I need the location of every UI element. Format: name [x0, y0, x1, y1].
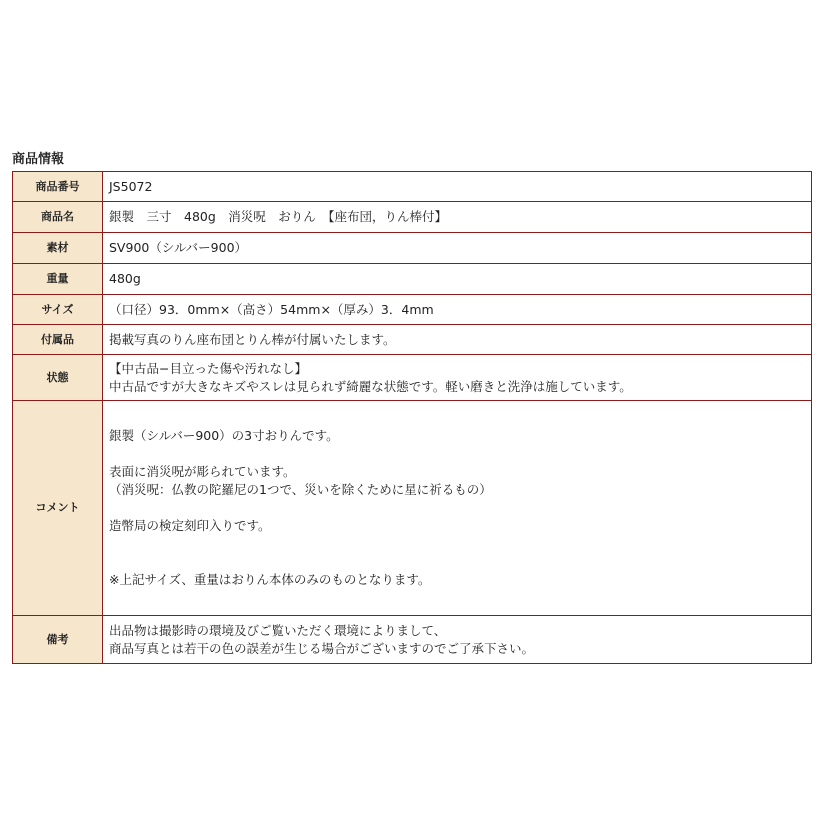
comment-spacer: [109, 535, 811, 553]
row-label-material: 素材: [13, 233, 103, 264]
table-row: [13, 295, 812, 325]
table-row: [13, 264, 812, 295]
row-label-weight: 重量: [13, 264, 103, 295]
table-row: [13, 325, 812, 355]
condition-line: 中古品ですが大きなキズやスレは見られず綺麗な状態です。軽い磨きと洗浄は施しています。: [109, 378, 632, 394]
row-label-comment: コメント: [13, 401, 103, 616]
row-label-condition: 状態: [13, 355, 103, 401]
row-value-product-number: JS5072: [103, 172, 812, 202]
table-row: [13, 172, 812, 202]
table-row: [13, 616, 812, 664]
row-value-comment: [103, 401, 812, 616]
comment-spacer: [109, 553, 811, 571]
row-value-material: SV900（シルバー900）: [103, 233, 812, 264]
comment-spacer: [109, 499, 811, 517]
notes-line: 出品物は撮影時の環境及びご覧いただく環境によりまして、: [109, 622, 447, 638]
table-row: [13, 233, 812, 264]
comment-line: （消災呪：仏教の陀羅尼の1つで、災いを除くために星に祈るもの）: [109, 482, 492, 497]
comment-line: 造幣局の検定刻印入りです。: [109, 518, 271, 533]
row-value-weight: 480g: [103, 264, 812, 295]
comment-line: 表面に消災呪が彫られています。: [109, 464, 296, 479]
row-value-condition: [103, 355, 812, 401]
comment-spacer: [109, 445, 811, 463]
row-label-product-name: 商品名: [13, 202, 103, 233]
row-value-notes: [103, 616, 812, 664]
row-label-accessories: 付属品: [13, 325, 103, 355]
table-row: [13, 355, 812, 401]
comment-line: ※上記サイズ、重量はおりん本体のみのものとなります。: [109, 572, 431, 587]
row-value-product-name: 銀製 三寸 480g 消災呪 おりん 【座布団，りん棒付】: [103, 202, 812, 233]
product-info-table: [12, 171, 812, 664]
notes-line: 商品写真とは若干の色の誤差が生じる場合がございますのでご了承下さい。: [109, 640, 535, 656]
row-label-product-number: 商品番号: [13, 172, 103, 202]
table-row: [13, 401, 812, 616]
section-title: 商品情報: [12, 152, 65, 167]
row-value-accessories: 掲載写真のりん座布団とりん棒が付属いたします。: [103, 325, 812, 355]
row-label-size: サイズ: [13, 295, 103, 325]
row-label-notes: 備考: [13, 616, 103, 664]
comment-line: 銀製（シルバー900）の3寸おりんです。: [109, 428, 339, 443]
row-value-size: （口径）93．0mm×（高さ）54mm×（厚み）3．4mm: [103, 295, 812, 325]
condition-line: 【中古品−目立った傷や汚れなし】: [109, 360, 307, 376]
table-row: [13, 202, 812, 233]
